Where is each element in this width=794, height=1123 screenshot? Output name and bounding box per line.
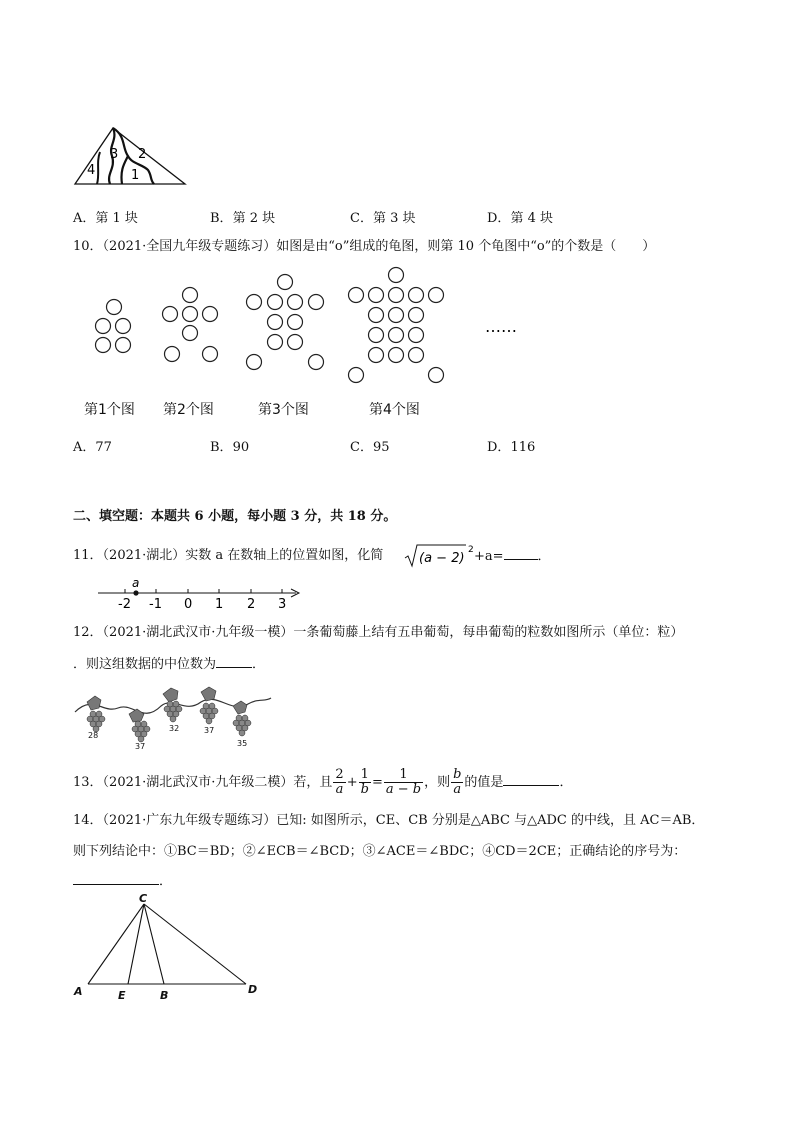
grape-count: 37 [135,742,146,750]
grape-count: 35 [237,739,248,748]
question-number: 14． [73,813,103,828]
turtle-figures [80,262,550,392]
point-d-label: D [248,983,258,996]
q11-answer: +a= ． [474,549,551,564]
exponent: 2 [468,545,474,555]
piece-label-2: 2 [138,147,147,162]
q10-option-b[interactable]: B．90 [210,440,250,455]
q11-stem [73,547,383,565]
piece-label-1: 1 [131,168,140,183]
point-b-label: B [160,989,169,1002]
radicand: (a − 2) [419,551,465,566]
fraction-2-over-a: $\frac{2}{a}$ [335,767,344,797]
q12-line2: ．则这组数据的中位数为 ． [73,657,266,672]
question-source: （2021·全国九年级专题练习） [102,239,277,254]
caption-fig-4: 第4个图 [369,402,420,418]
q9-option-a[interactable]: A．第 1 块 [73,211,138,226]
answer-blank[interactable] [216,655,252,668]
question-source: （2021·湖北武汉市·九年级一模） [102,625,294,640]
caption-fig-2: 第2个图 [163,402,214,418]
sqrt-expression [404,542,478,570]
answer-blank[interactable] [73,872,159,885]
fraction-1-over-a-minus-b: $\frac{1}{a - b}$ [385,767,422,797]
question-number: 10． [73,239,103,254]
question-source: （2021·广东九年级专题练习） [102,813,277,828]
tick-label: -1 [149,597,162,612]
q9-option-b[interactable]: B．第 2 块 [210,211,276,226]
question-text: 如图是由“o”组成的龟图，则第 10 个龟图中“o”的个数是（ ） [276,239,656,254]
point-a [133,590,138,595]
piece-label-3: 3 [110,147,119,162]
q9-option-d[interactable]: D．第 4 块 [487,211,553,226]
point-a-label: a [132,576,140,590]
q10-option-c[interactable]: C．95 [350,440,390,455]
question-number: 12． [73,625,103,640]
q9-option-c[interactable]: C．第 3 块 [350,211,416,226]
q12-stem [73,624,683,642]
point-e-label: E [118,989,126,1002]
grape-count: 37 [204,726,215,735]
question-source: （2021·湖北武汉市·九年级二模） [102,775,294,790]
tick-label: 1 [215,597,224,612]
point-c-label: C [139,892,148,905]
grape-count: 28 [88,731,99,740]
tick-label: -2 [118,597,131,612]
answer-blank[interactable] [504,547,538,560]
q10-option-d[interactable]: D．116 [487,440,536,455]
question-text: 一条葡萄藤上结有五串葡萄，每串葡萄的粒数如图所示（单位：粒） [293,625,684,640]
question-text: 已知: 如图所示，CE、CB 分别是△ABC 与△ADC 的中线，且 AC＝AB． [276,813,705,828]
q10-stem [73,238,655,256]
point-a-label: A [74,985,83,998]
grape-count: 32 [169,724,180,733]
q14-line3: ． [73,872,172,891]
fraction-1-over-b: $\frac{1}{b}$ [360,767,369,797]
number-line [96,576,306,612]
section-2-title: 二、填空题：本题共 6 小题，每小题 3 分，共 18 分。 [73,509,397,524]
question-source: （2021·湖北） [102,548,186,563]
ellipsis: …… [485,317,517,336]
q14-line2: 则下列结论中：①BC＝BD；②∠ECB＝∠BCD；③∠ACE＝∠BDC；④CD＝2CE；正确结论的序号为： [73,844,687,859]
q13-stem: 13．（2021·湖北武汉市·九年级二模）若，且 $\frac{2}{a}$ + $\frac{1}{b}$ = $\frac{1}{a - b}$ ，则 $\frac{b}{a}$ 的值是 ． [73,767,573,797]
tick-label: 3 [278,597,287,612]
caption-fig-1: 第1个图 [84,402,135,418]
q9-triangle-figure [70,118,190,190]
answer-blank[interactable] [503,773,559,786]
caption-fig-3: 第3个图 [258,402,309,418]
piece-label-4: 4 [87,163,96,178]
q10-option-a[interactable]: A．77 [73,440,112,455]
grape-vine-figure [73,684,273,750]
tick-label: 0 [184,597,193,612]
triangle-acd-figure [70,892,270,1004]
tick-label: 2 [247,597,256,612]
fraction-b-over-a: $\frac{b}{a}$ [453,767,462,797]
question-text: 实数 a 在数轴上的位置如图，化简 [185,548,384,563]
question-number: 11． [73,548,103,563]
question-number: 13． [73,775,103,790]
q14-stem [73,812,704,830]
